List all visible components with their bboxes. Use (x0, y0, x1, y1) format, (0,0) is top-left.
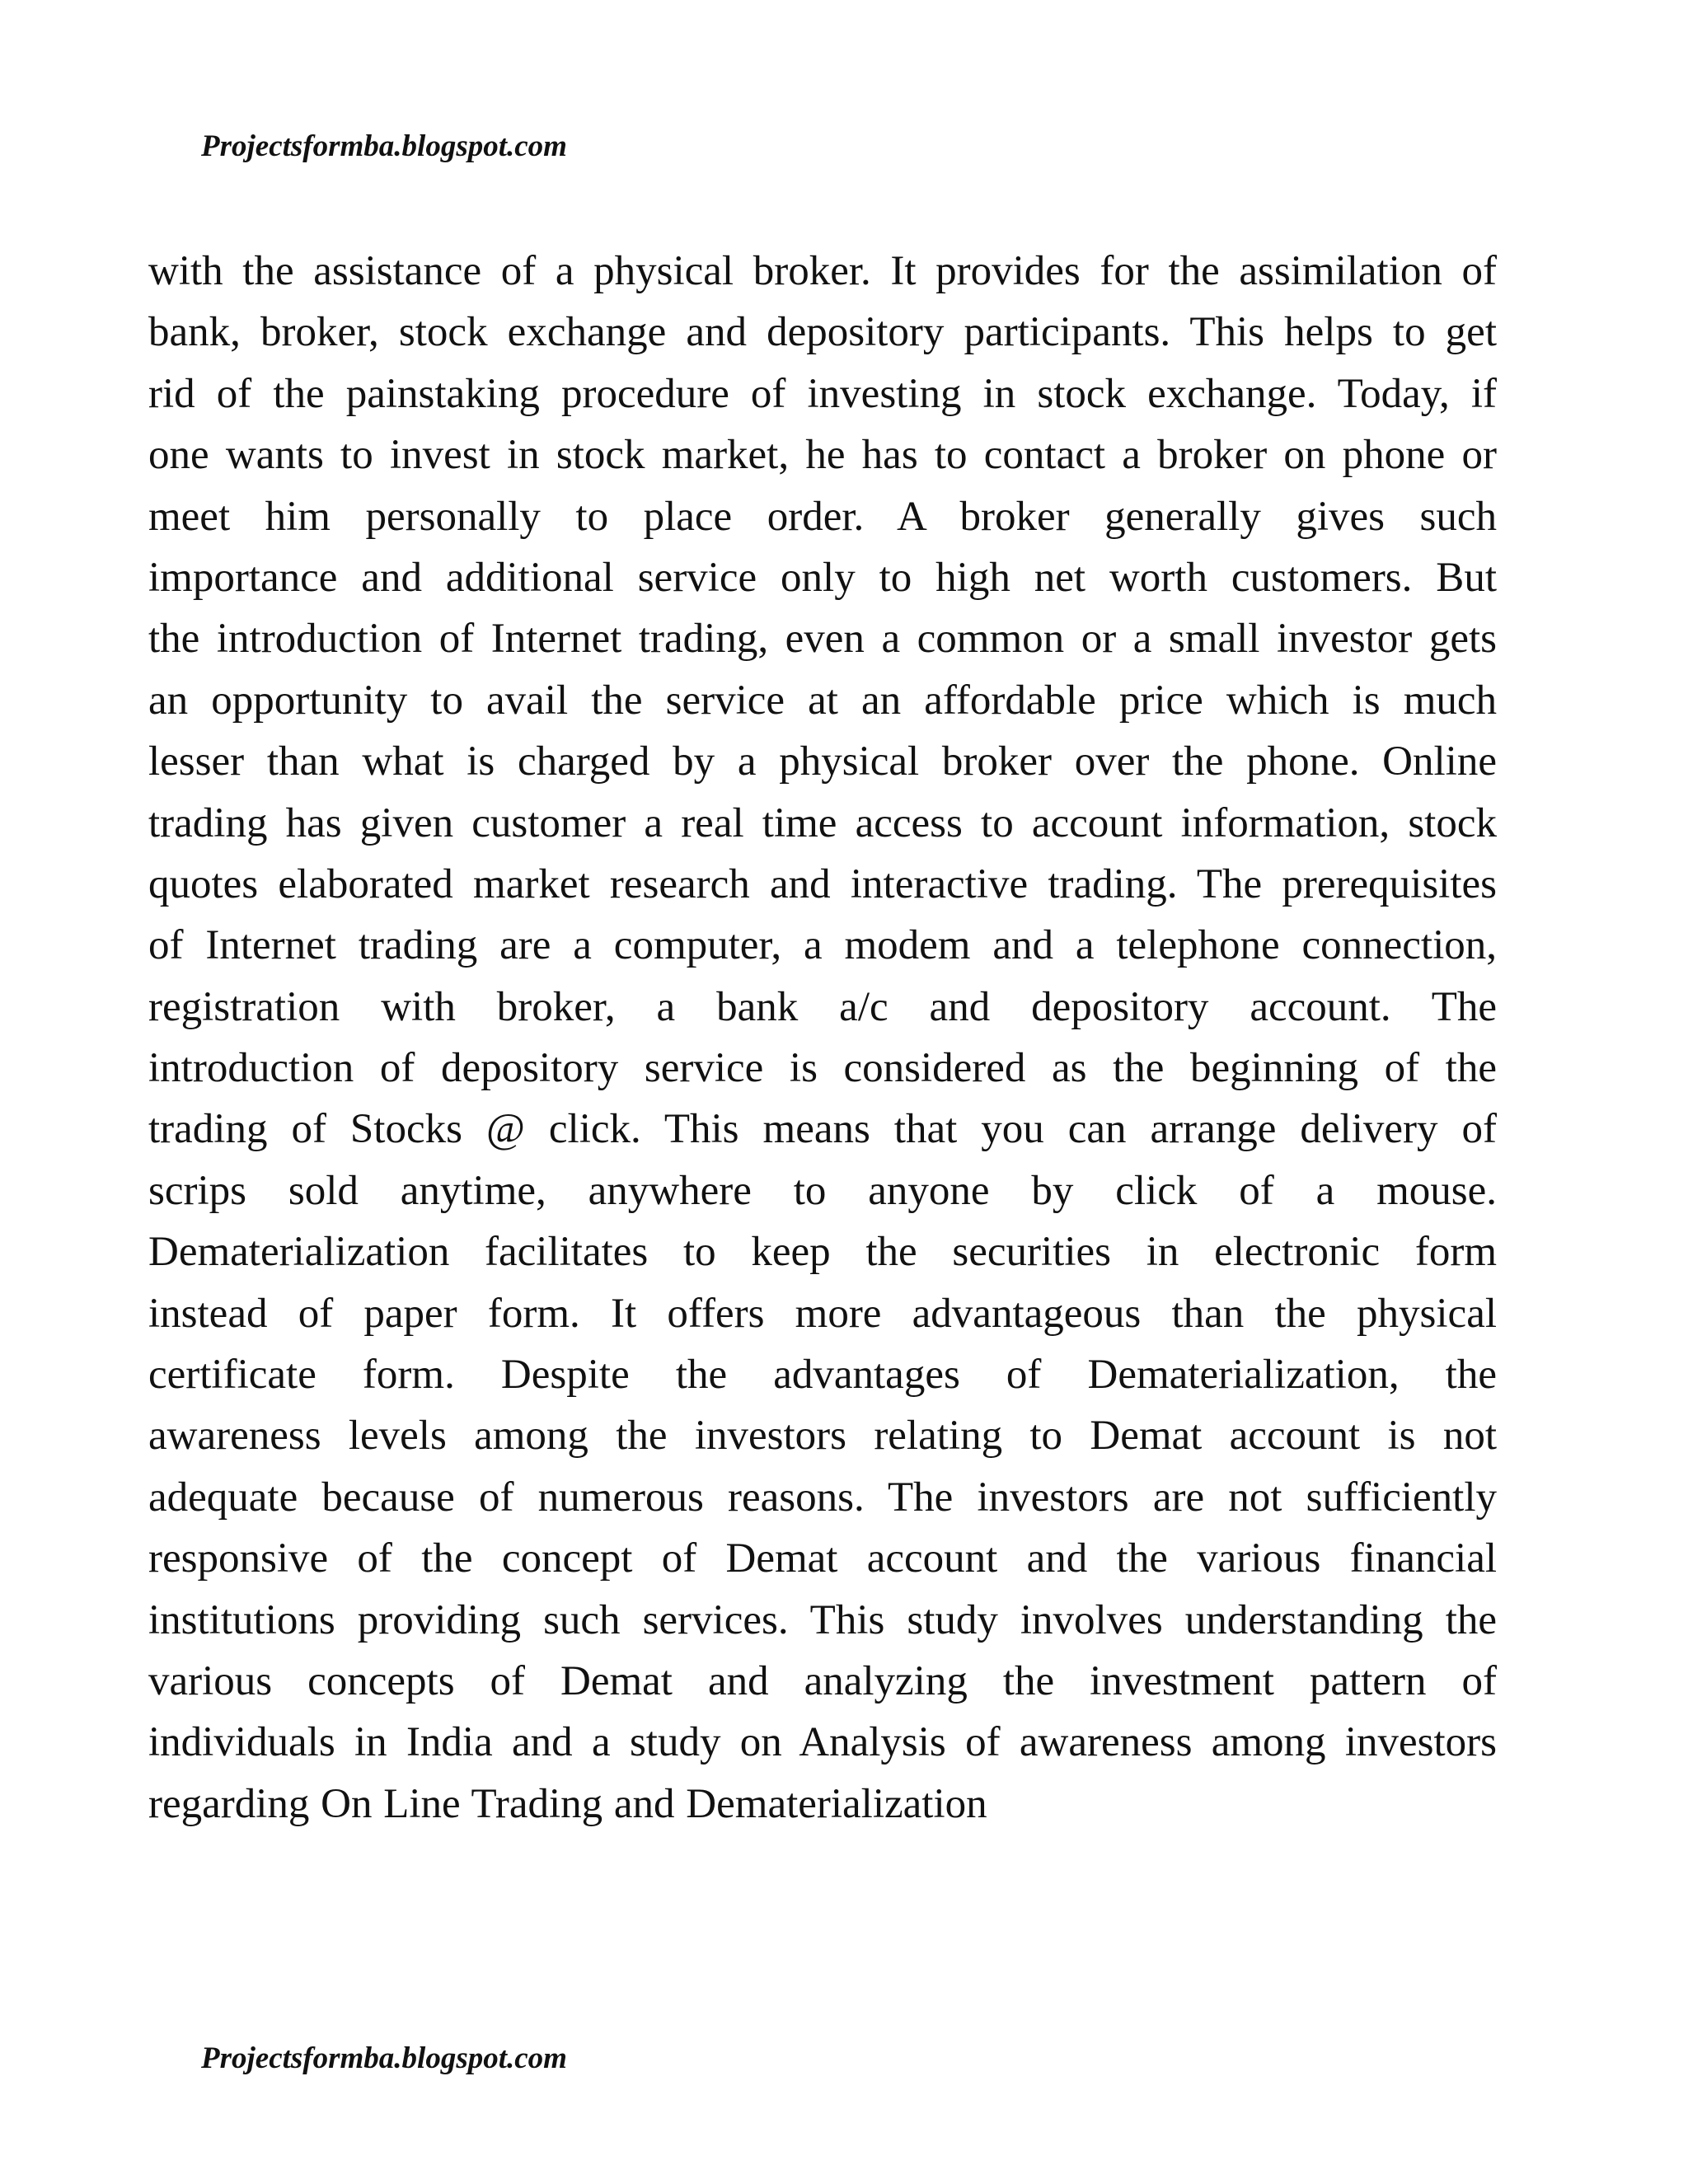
text-line: importance and additional service only to high net worth customers. But (148, 554, 1497, 601)
text-line: bank, broker, stock exchange and depository participants. This helps to get (148, 309, 1497, 356)
text-line: with the assistance of a physical broker. It provides for the assimilation of (148, 248, 1497, 294)
page-header: Projectsformba.blogspot.com (201, 129, 567, 163)
text-line: instead of paper form. It offers more advantageous than the physical (148, 1290, 1497, 1337)
text-line: rid of the painstaking procedure of investing in stock exchange. Today, if (148, 370, 1497, 417)
text-line: institutions providing such services. This study involves understanding the (148, 1596, 1497, 1643)
text-line: Dematerialization facilitates to keep the securities in electronic form (148, 1229, 1497, 1276)
text-line: certificate form. Despite the advantages of Dematerialization, the (148, 1352, 1497, 1399)
text-line: an opportunity to avail the service at an affordable price which is much (148, 677, 1497, 724)
text-line: awareness levels among the investors relating to Demat account is not (148, 1413, 1497, 1460)
text-line: various concepts of Demat and analyzing the investment pattern of (148, 1657, 1497, 1704)
text-line: one wants to invest in stock market, he has to contact a broker on phone or (148, 432, 1497, 479)
text-line: of Internet trading are a computer, a modem and a telephone connection, (148, 922, 1497, 969)
text-line: regarding On Line Trading and Dematerialization (148, 1780, 987, 1827)
text-line: scrips sold anytime, anywhere to anyone by click of a mouse. (148, 1167, 1497, 1214)
text-line: meet him personally to place order. A broker generally gives such (148, 493, 1497, 540)
body-paragraph (148, 241, 1497, 1835)
text-line: lesser than what is charged by a physical broker over the phone. Online (148, 738, 1497, 785)
text-line: the introduction of Internet trading, even a common or a small investor gets (148, 616, 1497, 663)
text-line: responsive of the concept of Demat account and the various financial (148, 1535, 1497, 1582)
text-line: registration with broker, a bank a/c and depository account. The (148, 983, 1497, 1030)
text-line: individuals in India and a study on Analysis of awareness among investors (148, 1719, 1497, 1766)
page-footer: Projectsformba.blogspot.com (201, 2041, 567, 2075)
text-line: introduction of depository service is considered as the beginning of the (148, 1045, 1497, 1092)
text-line: quotes elaborated market research and interactive trading. The prerequisites (148, 860, 1497, 907)
text-line: trading of Stocks @ click. This means that you can arrange delivery of (148, 1106, 1497, 1153)
text-line: trading has given customer a real time access to account information, stock (148, 799, 1497, 846)
text-line: adequate because of numerous reasons. The investors are not sufficiently (148, 1474, 1497, 1521)
